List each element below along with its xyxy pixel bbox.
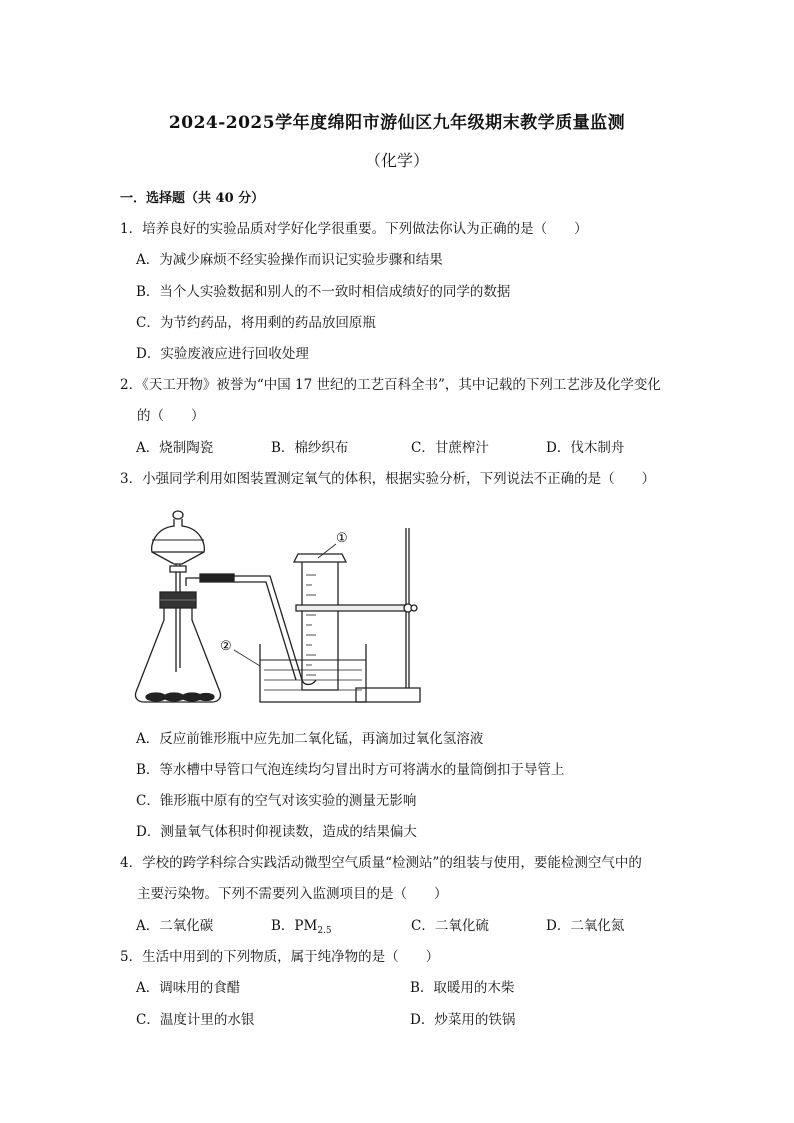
question-4-option-a: A．二氧化碳 [136, 918, 214, 934]
clamp-knob [411, 605, 417, 611]
page-title: 2024-2025学年度绵阳市游仙区九年级期末教学质量监测 [168, 113, 626, 133]
conical-flask [135, 608, 220, 702]
question-3-option-a: A．反应前锥形瓶中应先加二氧化锰，再滴加过氧化氢溶液 [136, 731, 484, 747]
water-trough [260, 644, 366, 702]
question-5-option-a: A．调味用的食醋 [136, 980, 241, 996]
question-2-stem-line1: 2．《天工开物》被誉为“中国 17 世纪的工艺百科全书”，其中记载的下列工艺涉及化学变化 [120, 377, 661, 393]
label-1-leader [318, 544, 336, 558]
solid-lump [146, 693, 166, 701]
separatory-funnel [152, 519, 205, 552]
delivery-tube [234, 576, 316, 685]
diagram-label-1: ① [336, 531, 348, 546]
graduated-cylinder [294, 554, 346, 690]
question-2-option-a: A．烧制陶瓷 [136, 440, 214, 456]
label-2-leader [234, 650, 260, 666]
oxygen-apparatus-diagram [130, 500, 430, 710]
question-5-option-b: B．取暖用的木柴 [410, 980, 515, 996]
solid-lump [164, 693, 184, 701]
clamp-arm [296, 605, 408, 611]
question-4-option-b-text: B．PM [271, 918, 318, 934]
page-subtitle: （化学） [364, 151, 429, 170]
question-2-option-d: D．伐木制舟 [546, 440, 625, 456]
question-2-stem-line2: 的（ ） [137, 408, 205, 424]
funnel-stopper [173, 511, 183, 519]
question-5-option-d: D．炒菜用的铁锅 [410, 1012, 516, 1028]
question-4-stem-line2: 主要污染物。下列不需要列入监测项目的是（ ） [137, 886, 448, 902]
question-1-option-a: A．为减少麻烦不经实验操作而识记实验步骤和结果 [136, 252, 443, 268]
rubber-connector [200, 574, 234, 582]
question-3-stem: 3．小强同学利用如图装置测定氧气的体积，根据实验分析，下列说法不正确的是（ ） [120, 471, 656, 487]
question-2-option-b: B．棉纱织布 [271, 440, 349, 456]
section-heading: 一．选择题（共 40 分） [120, 191, 265, 206]
question-5-option-c: C．温度计里的水银 [136, 1012, 255, 1028]
question-4-stem-line1: 4．学校的跨学科综合实践活动微型空气质量“检测站”的组装与使用，要能检测空气中的 [120, 855, 642, 871]
question-3-option-d: D．测量氧气体积时仰视读数，造成的结果偏大 [136, 824, 417, 840]
question-3-option-c: C．锥形瓶中原有的空气对该实验的测量无影响 [136, 793, 417, 809]
funnel-stopcock [170, 566, 186, 572]
question-1-option-d: D．实验废液应进行回收处理 [136, 346, 309, 362]
question-4-option-d: D．二氧化氮 [546, 918, 625, 934]
question-2-option-c: C．甘蔗榨汁 [411, 440, 489, 456]
question-1-option-c: C．为节约药品，将用剩的药品放回原瓶 [136, 315, 376, 331]
question-1-option-b: B．当个人实验数据和别人的不一致时相信成绩好的同学的数据 [136, 284, 511, 300]
diagram-label-2: ② [220, 639, 232, 654]
solid-lump [198, 694, 214, 701]
funnel-cone [152, 552, 204, 564]
question-1-stem: 1．培养良好的实验品质对学好化学很重要。下列做法你认为正确的是（ ） [120, 221, 588, 237]
question-4-option-c: C．二氧化硫 [411, 918, 489, 934]
question-3-option-b: B．等水槽中导管口气泡连续均匀冒出时方可将满水的量筒倒扣于导管上 [136, 762, 565, 778]
question-5-stem: 5．生活中用到的下列物质，属于纯净物的是（ ） [120, 949, 440, 965]
question-4-option-b [271, 914, 332, 936]
pm-subscript: 2.5 [317, 926, 332, 936]
